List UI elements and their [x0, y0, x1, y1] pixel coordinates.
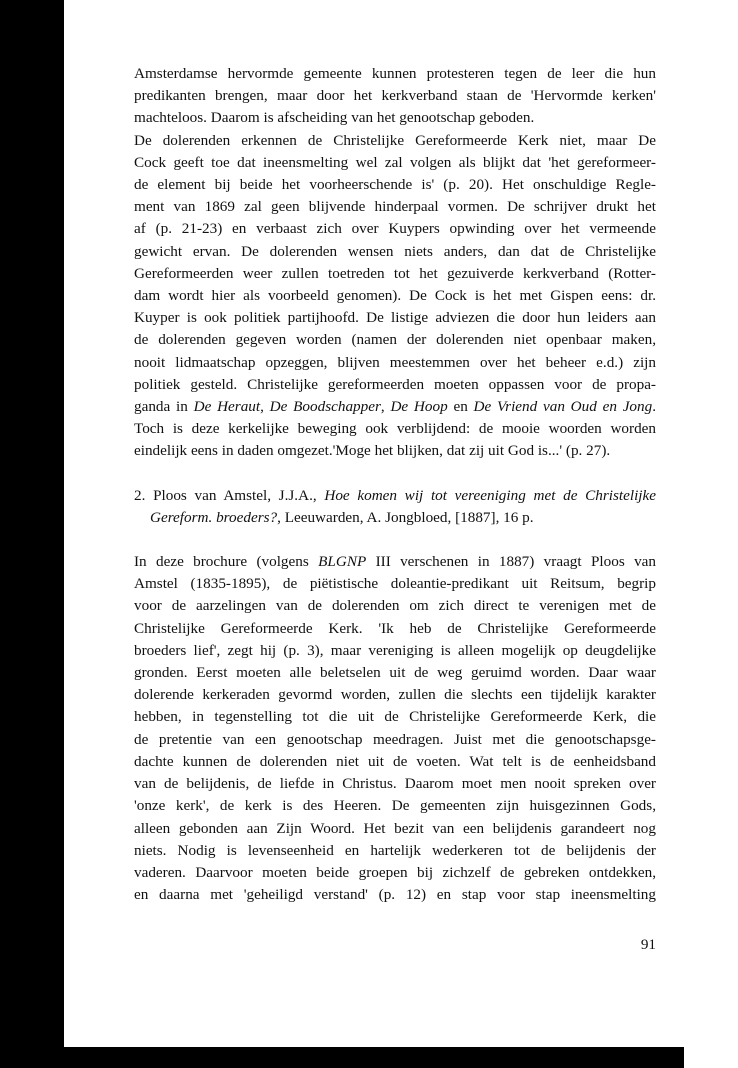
text-line: vaderen. Daarvoor moeten beide groepen bij zichzelf de gebreken ontdekken,: [134, 863, 656, 881]
text-run: 2. Ploos van Amstel, J.J.A.,: [134, 486, 325, 504]
text-line: hebben, in tegenstelling tot die uit de Christelijke Gereformeerde Kerk, die: [134, 708, 656, 726]
text-run: ,: [380, 398, 391, 416]
text-line: Amstel (1835-1895), de piëtistische doleantie-predikant uit Reitsum, begrip: [134, 575, 656, 593]
work-title: Hoe komen wij tot vereeniging met de Christelijke: [324, 486, 657, 504]
text-line: machteloos. Daarom is afscheiding van het genootschap geboden.: [134, 109, 535, 127]
text-line: dam wordt hier als voorbeeld genomen). De Cock is het met Gispen eens: dr.: [134, 287, 656, 305]
text-line: de pretentie van een genootschap meedragen. Juist met die genootschapsge-: [134, 730, 656, 748]
text-line: Toch is deze kerkelijke beweging ook verblijdend: de mooie woorden worden: [134, 420, 656, 438]
text-line: [134, 551, 656, 573]
text-run: ,: [260, 398, 270, 416]
paragraph-3: [134, 551, 656, 906]
text-line: politiek gesteld. Christelijke gereformeerden moeten oppassen voor de propa-: [134, 375, 656, 393]
text-run: ganda in: [134, 398, 194, 416]
text-run: , Leeuwarden, A. Jongbloed, [1887], 16 p.: [277, 508, 534, 526]
paragraph-1: [134, 63, 656, 130]
text-line: [134, 485, 656, 507]
text-line: en daarna met 'geheiligd verstand' (p. 12) en stap voor stap ineensmelting: [134, 886, 656, 904]
periodical-title: De Vriend van Oud en Jong: [473, 398, 653, 416]
text-line: voor de aarzelingen van de dolerenden om zich direct te verenigen met de: [134, 597, 656, 615]
text-line: gronden. Eerst moeten alle beletselen uit de weg geruimd worden. Daar waar: [134, 664, 656, 682]
text-line: De dolerenden erkennen de Christelijke Gereformeerde Kerk niet, maar De: [134, 131, 656, 149]
text-run: en: [447, 398, 474, 416]
text-run: In deze brochure (volgens: [134, 553, 319, 571]
text-line: Cock geeft toe dat ineensmelting wel zal volgen als blijkt dat 'het gereformeer-: [134, 153, 656, 171]
text-line: de element bij beide het voorheerschende is' (p. 20). Het onschuldige Regle-: [134, 176, 656, 194]
text-line: de dolerenden gegeven worden (namen der dolerenden niet openbaar maken,: [134, 331, 656, 349]
page-body: [134, 63, 656, 906]
text-line: dachte kunnen de dolerenden niet uit de voeten. Wat telt is de eenheidsband: [134, 752, 656, 770]
text-line: broeders lief', zegt hij (p. 3), maar vereniging is alleen mogelijk op deugdelijke: [134, 641, 656, 659]
text-line: Gereformeerden weer zullen toetreden tot het gezuiverde kerkverband (Rotter-: [134, 264, 656, 282]
page-number: 91: [640, 936, 656, 953]
text-line: Kuyper is ook politiek partijhoofd. De listige adviezen die door hun leiders aan: [134, 309, 656, 327]
text-line: alleen gebonden aan Zijn Woord. Het bezit van een belijdenis garandeert nog: [134, 819, 656, 837]
text-line: Christelijke Gereformeerde Kerk. 'Ik heb de Christelijke Gereformeerde: [134, 619, 656, 637]
text-line: nooit lidmaatschap opzeggen, blijven meestemmen over het beheer e.d.) zijn: [134, 353, 656, 371]
periodical-title: De Heraut: [193, 398, 261, 416]
text-line: gewicht ervan. De dolerenden wensen niets anders, dan dat de Christelijke: [134, 242, 656, 260]
text-line: dolerende kerkeraden gevormd worden, zullen die slechts een tijdelijk karakter: [134, 686, 656, 704]
scan-edge-bottom: [64, 1047, 684, 1068]
text-run: III verschenen in 1887) vraagt Ploos van: [366, 553, 656, 571]
text-line: eindelijk eens in daden omgezet.'Moge het blijken, dat zij uit God is...' (p. 27).: [134, 442, 611, 460]
text-line: predikanten brengen, maar door het kerkverband staan de 'Hervormde kerken': [134, 87, 656, 105]
text-run: .: [652, 398, 657, 416]
scan-edge-left: [0, 0, 64, 1068]
bibliographic-reference: [134, 485, 656, 529]
work-title: Gereform. broeders?: [150, 508, 278, 526]
text-line: [134, 396, 656, 418]
abbreviation: BLGNP: [318, 553, 367, 571]
paragraph-2: [134, 130, 656, 463]
text-line: Amsterdamse hervormde gemeente kunnen protesteren tegen de leer die hun: [134, 65, 656, 82]
text-line: niets. Nodig is levenseenheid en hartelijk wederkeren tot de belijdenis der: [134, 841, 656, 859]
text-line: [150, 507, 656, 529]
text-line: van de belijdenis, de liefde in Christus. Daarom moet men nooit spreken over: [134, 775, 656, 793]
text-line: ment van 1869 zal geen blijvende hinderpaal vormen. De schrijver drukt het: [134, 198, 656, 216]
text-line: 'onze kerk', de kerk is des Heeren. De gemeenten zijn huisgezinnen Gods,: [134, 797, 656, 815]
text-line: af (p. 21-23) en verbaast zich over Kuypers opwinding over het vermeende: [134, 220, 656, 238]
periodical-title: De Boodschapper: [269, 398, 381, 416]
periodical-title: De Hoop: [390, 398, 448, 416]
